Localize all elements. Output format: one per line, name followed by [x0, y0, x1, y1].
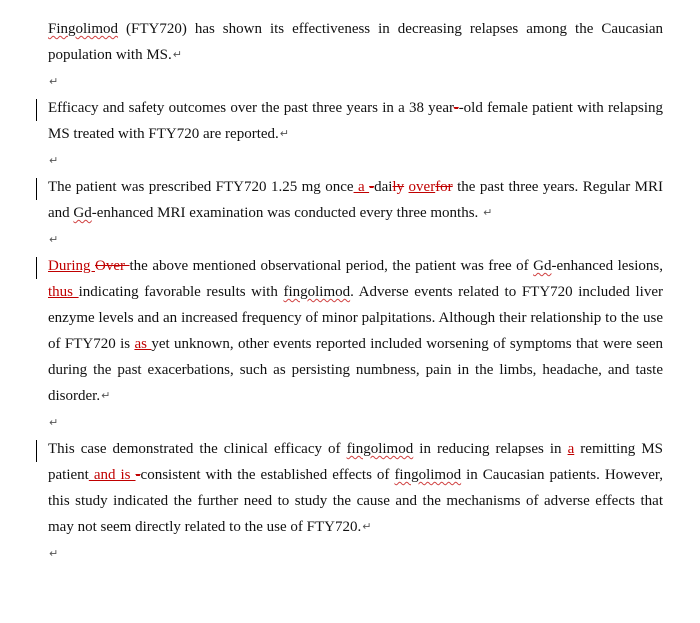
empty-paragraph[interactable] [48, 148, 663, 174]
empty-paragraph[interactable] [48, 227, 663, 253]
text-run: (FTY720) has shown its effectiveness in decreasing relapses among the Caucasian population with MS. [48, 21, 663, 63]
paragraph[interactable] [48, 95, 663, 148]
text-run: in Caucasian patients. However, this study indicated the further need to study the cause and the mechanisms of adverse effects that may not seem directly related to the use of FTY720. [48, 467, 663, 535]
text-run: remitting MS patient [48, 441, 664, 483]
paragraph-mark-icon: ↵ [362, 520, 372, 533]
spelling-flag: fingolimod [283, 284, 351, 300]
tracked-insertion: thus [48, 284, 79, 300]
tracked-insertion: a [353, 179, 370, 195]
text-run: dai [374, 179, 393, 195]
text-run: -old female patient with relapsing MS treated with FTY720 are reported. [48, 100, 663, 142]
spelling-flag: Gd [73, 205, 92, 221]
text-run: -enhanced MRI examination was conducted every three months. [91, 205, 483, 221]
spelling-flag: Gd [533, 258, 552, 274]
text-run: consistent with the established effects of [140, 467, 395, 483]
spelling-flag: Fingolimod [48, 21, 119, 37]
tracked-insertion: a [567, 441, 575, 457]
change-bar [36, 257, 37, 279]
empty-paragraph[interactable] [48, 410, 663, 436]
tracked-deletion: - [453, 100, 459, 116]
paragraph[interactable] [48, 436, 663, 541]
paragraph-mark-icon: ↵ [49, 233, 59, 246]
paragraph[interactable] [48, 174, 663, 227]
text-run: . Adverse events related to FTY720 included liver enzyme levels and an increased frequency of minor palpitations. Although their relationship to the use of FTY720 is [48, 284, 663, 352]
text-run: the past three years. Regular MRI and [48, 179, 663, 221]
tracked-deletion: ly [392, 179, 405, 195]
tracked-insertion: and is [88, 467, 136, 483]
paragraph-mark-icon: ↵ [49, 547, 59, 560]
text-run: Efficacy and safety outcomes over the past three years in a 38 year [48, 100, 454, 116]
change-bar [36, 178, 37, 200]
paragraph-mark-icon: ↵ [49, 75, 59, 88]
spelling-flag: fingolimod [394, 467, 462, 483]
tracked-deletion: Over [95, 258, 130, 274]
empty-paragraph[interactable] [48, 69, 663, 95]
text-run: in reducing relapses in [413, 441, 568, 457]
tracked-deletion: - [135, 467, 141, 483]
paragraph[interactable] [48, 253, 663, 410]
tracked-insertion: During [48, 258, 95, 274]
text-run: yet unknown, other events reported included worsening of symptoms that were seen during the past exacerbations, such as persisting numbness, pain in the limbs, headache, and taste disorder. [48, 336, 664, 404]
tracked-deletion: for [435, 179, 453, 195]
paragraph-mark-icon: ↵ [483, 206, 493, 219]
paragraph-mark-icon: ↵ [172, 48, 182, 61]
text-run: The patient was prescribed FTY720 1.25 mg once [48, 179, 354, 195]
paragraph-mark-icon: ↵ [279, 127, 289, 140]
tracked-insertion: as [134, 336, 152, 352]
text-run: -enhanced lesions, [551, 258, 663, 274]
paragraph-mark-icon: ↵ [49, 416, 59, 429]
paragraph-mark-icon: ↵ [49, 154, 59, 167]
spelling-flag: fingolimod [346, 441, 414, 457]
change-bar [36, 99, 37, 121]
text-run: This case demonstrated the clinical efficacy of [48, 441, 347, 457]
text-run: indicating favorable results with [78, 284, 284, 300]
tracked-insertion: over [408, 179, 436, 195]
change-bar [36, 440, 37, 462]
document-body[interactable] [48, 16, 663, 567]
paragraph-mark-icon: ↵ [101, 389, 111, 402]
text-run: the above mentioned observational period, the patient was free of [129, 258, 534, 274]
tracked-deletion: - [369, 179, 375, 195]
empty-paragraph[interactable] [48, 541, 663, 567]
paragraph[interactable] [48, 16, 663, 69]
